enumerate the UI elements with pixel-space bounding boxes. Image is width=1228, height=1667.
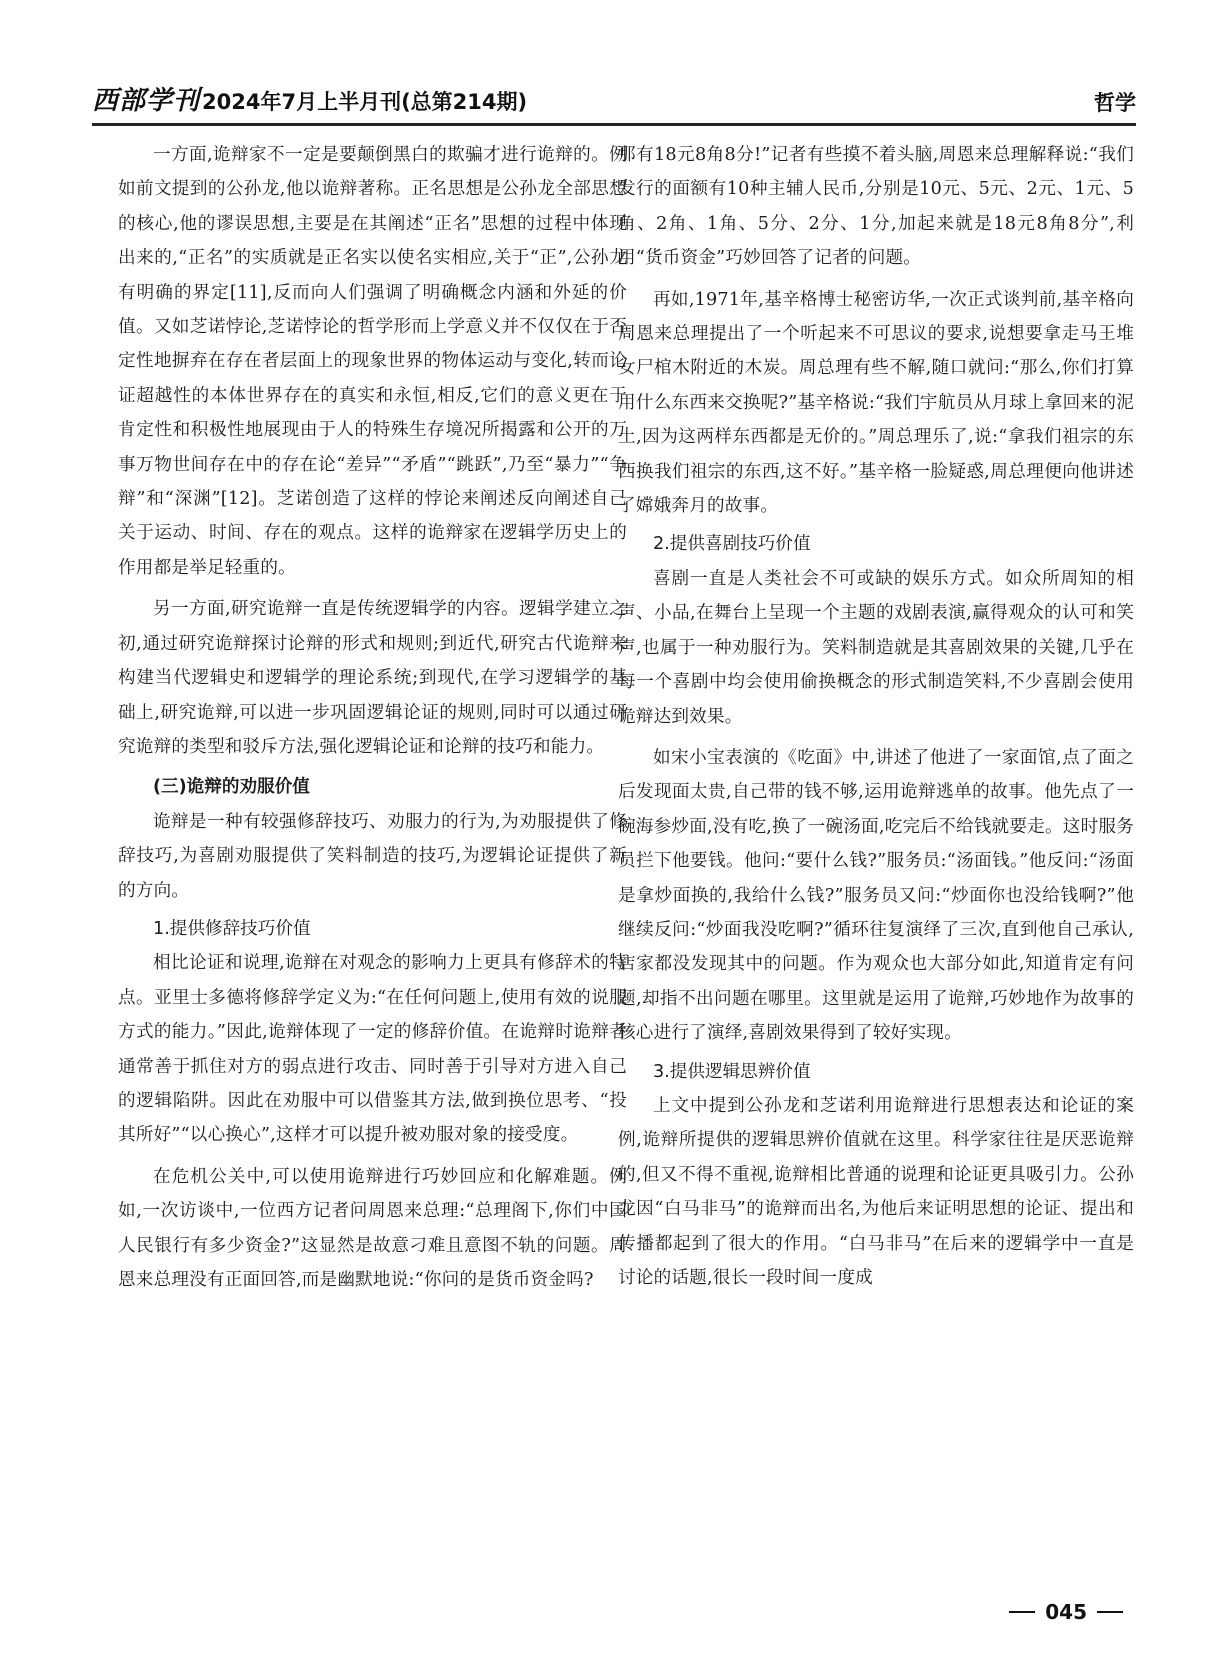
left-column [118, 138, 627, 1297]
paragraph: 上文中提到公孙龙和芝诺利用诡辩进行思想表达和论证的案例,诡辩所提供的逻辑思辨价值就在这里。科学家往往是厌恶诡辩的,但又不得不重视,诡辩相比普通的说理和论证更具吸引力。公孙龙因“白马非马”的诡辩而出名,为他后来证明思想的论证、提出和传播都起到了很大的作用。“白马非马”在后来的逻辑学中一直是讨论的话题,很长一段时间一度成 [618, 1095, 1134, 1288]
subsection-heading: (三)诡辩的劝服价值 [153, 777, 310, 798]
sub-subsection-heading: 3.提供逻辑思辨价值 [653, 1061, 811, 1082]
paragraph: 喜剧一直是人类社会不可或缺的娱乐方式。如众所周知的相声、小品,在舞台上呈现一个主题的戏剧表演,赢得观众的认可和笑声,也属于一种劝服行为。笑料制造就是其喜剧效果的关键,几乎在每一个喜剧中均会使用偷换概念的形式制造笑料,不少喜剧会使用诡辩达到效果。 [618, 568, 1134, 727]
page-footer [1009, 1600, 1123, 1624]
paragraph: 再如,1971年,基辛格博士秘密访华,一次正式谈判前,基辛格向周恩来总理提出了一个听起来不可思议的要求,说想要拿走马王堆女尸棺木附近的木炭。周总理有些不解,随口就问:“那么,你们打算用什么东西来交换呢?”基辛格说:“我们宇航员从月球上拿回来的泥土,因为这两样东西都是无价的。”周总理乐了,说:“拿我们祖宗的东西换我们祖宗的东西,这不好。”基辛格一脸疑惑,周总理便向他讲述了嫦娥奔月的故事。 [618, 289, 1134, 517]
issue-info: 2024年7月上半月刊(总第214期) [202, 90, 528, 114]
paragraph: 诡辩是一种有较强修辞技巧、劝服力的行为,为劝服提供了修辞技巧,为喜剧劝服提供了笑料制造的技巧,为逻辑论证提供了新的方向。 [118, 811, 627, 901]
running-header [92, 80, 1136, 126]
footer-dash-left [1009, 1611, 1035, 1613]
footer-dash-right [1097, 1611, 1123, 1613]
paragraph: 一方面,诡辩家不一定是要颠倒黑白的欺骗才进行诡辩的。例如前文提到的公孙龙,他以诡辩著称。正名思想是公孙龙全部思想的核心,他的谬误思想,主要是在其阐述“正名”思想的过程中体现出来的,“正名”的实质就是正名实以使名实相应,关于“正”,公孙龙有明确的界定[11],反而向人们强调了明确概念内涵和外延的价值。又如芝诺悖论,芝诺悖论的哲学形而上学意义并不仅仅在于否定性地摒弃在存在者层面上的现象世界的物体运动与变化,转而论证超越性的本体世界存在的真实和永恒,相反,它们的意义更在于肯定性和积极性地展现由于人的特殊生存境况所揭露和公开的万事万物世间存在中的存在论“差异”“矛盾”“跳跃”,乃至“暴力”“争辩”和“深渊”[12]。芝诺创造了这样的悖论来阐述反向阐述自己关于运动、时间、存在的观点。这样的诡辩家在逻辑学历史上的作用都是举足轻重的。 [118, 145, 627, 578]
paragraph: 另一方面,研究诡辩一直是传统逻辑学的内容。逻辑学建立之初,通过研究诡辩探讨论辩的形式和规则;到近代,研究古代诡辩来构建当代逻辑史和逻辑学的理论系统;到现代,在学习逻辑学的基础上,研究诡辩,可以进一步巩固逻辑论证的规则,同时可以通过研究诡辩的类型和驳斥方法,强化逻辑论证和论辩的技巧和能力。 [118, 599, 627, 757]
paragraph: 如宋小宝表演的《吃面》中,讲述了他进了一家面馆,点了面之后发现面太贵,自己带的钱不够,运用诡辩逃单的故事。他先点了一碗海参炒面,没有吃,换了一碗汤面,吃完后不给钱就要走。这时服务员拦下他要钱。他问:“要什么钱?”服务员:“汤面钱。”他反问:“汤面是拿炒面换的,我给什么钱?”服务员又问:“炒面你也没给钱啊?”他继续反问:“炒面我没吃啊?”循环往复演绎了三次,直到他自己承认,店家都没发现其中的问题。作为观众也大部分如此,知道肯定有问题,却指不出问题在哪里。这里就是运用了诡辩,巧妙地作为故事的核心进行了演绎,喜剧效果得到了较好实现。 [618, 747, 1134, 1044]
sub-subsection-heading: 1.提供修辞技巧价值 [153, 918, 311, 939]
paragraph: 相比论证和说理,诡辩在对观念的影响力上更具有修辞术的特点。亚里士多德将修辞学定义为:“在任何问题上,使用有效的说服方式的能力。”因此,诡辩体现了一定的修辞价值。在诡辩时诡辩者通常善于抓住对方的弱点进行攻击、同时善于引导对方进入自己的逻辑陷阱。因此在劝服中可以借鉴其方法,做到换位思考、“投其所好”“以心换心”,这样才可以提升被劝服对象的接受度。 [118, 953, 627, 1146]
sub-subsection-heading: 2.提供喜剧技巧价值 [653, 534, 811, 555]
section-label: 哲学 [1094, 91, 1136, 115]
paragraph-continued: 那有18元8角8分!”记者有些摸不着头脑,周恩来总理解释说:“我们发行的面额有10种主辅人民币,分别是10元、5元、2元、1元、5角、2角、1角、5分、2分、1分,加起来就是18元8角8分”,利用“货币资金”巧妙回答了记者的问题。 [618, 145, 1134, 269]
page-number: 045 [1045, 1600, 1087, 1624]
journal-name: 西部学刊 [92, 86, 201, 116]
header-left [92, 80, 527, 117]
right-column [618, 138, 1134, 1295]
paragraph: 在危机公关中,可以使用诡辩进行巧妙回应和化解难题。例如,一次访谈中,一位西方记者问周恩来总理:“总理阁下,你们中国人民银行有多少资金?”这显然是故意刁难且意图不轨的问题。周恩来总理没有正面回答,而是幽默地说:“你问的是货币资金吗? [118, 1166, 627, 1290]
